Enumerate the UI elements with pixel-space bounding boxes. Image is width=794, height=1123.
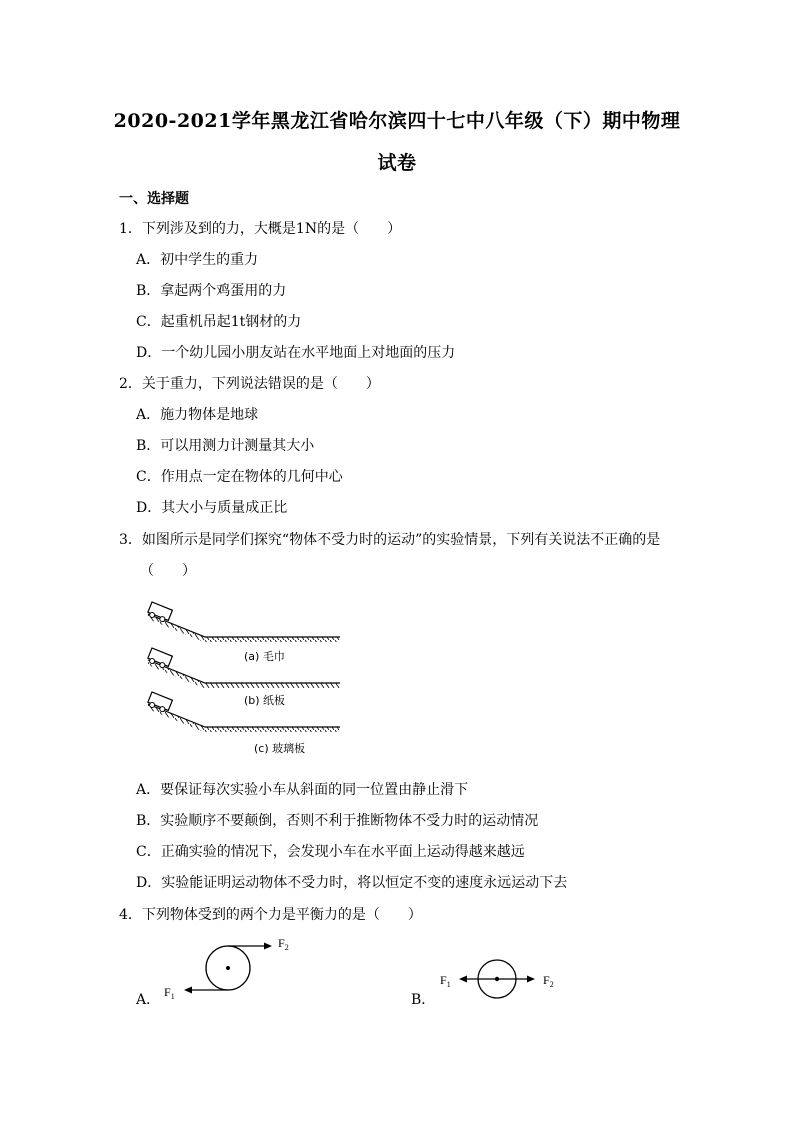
incline-experiment-figure xyxy=(140,592,350,760)
question-1-option-d: D．一个幼儿园小朋友站在水平地面上对地面的压力 xyxy=(136,345,456,361)
question-2-option-d: D．其大小与质量成正比 xyxy=(136,500,288,516)
question-3-option-a: A．要保证每次实验小车从斜面的同一位置由静止滑下 xyxy=(136,782,469,798)
question-3-stem-cont: （ ） xyxy=(140,563,196,579)
question-4-stem: 4．下列物体受到的两个力是平衡力的是（ ） xyxy=(119,907,422,923)
caption-a: (a) 毛巾 xyxy=(244,650,285,663)
section-heading: 一、选择题 xyxy=(119,191,189,207)
svg-text:F2: $F_2$ xyxy=(278,936,289,952)
question-1-option-c: C．起重机吊起1t钢材的力 xyxy=(136,314,302,330)
question-2-option-a: A．施力物体是地球 xyxy=(136,407,259,423)
question-1-option-a: A．初中学生的重力 xyxy=(136,252,259,268)
question-3-option-b: B．实验顺序不要颠倒，否则不利于推断物体不受力时的运动情况 xyxy=(136,813,539,829)
question-1-stem: 1．下列涉及到的力，大概是1N的是（ ） xyxy=(119,221,402,237)
question-2-stem: 2．关于重力，下列说法错误的是（ ） xyxy=(119,376,380,392)
question-2-option-c: C．作用点一定在物体的几何中心 xyxy=(136,469,343,485)
question-4-option-a: A． xyxy=(136,992,161,1008)
force-diagram-a xyxy=(160,930,305,1005)
svg-text:F1: $F_1$ xyxy=(440,973,451,989)
question-3-option-d: D．实验能证明运动物体不受力时，将以恒定不变的速度永远运动下去 xyxy=(136,875,568,891)
svg-text:F1: $F_1$ xyxy=(164,985,175,1001)
title-line-2: 试卷 xyxy=(377,152,417,174)
question-2-option-b: B．可以用测力计测量其大小 xyxy=(136,438,315,454)
question-1-option-b: B．拿起两个鸡蛋用的力 xyxy=(136,283,287,299)
question-3-option-c: C．正确实验的情况下，会发现小车在水平面上运动得越来越远 xyxy=(136,844,525,860)
caption-b: (b) 纸板 xyxy=(244,694,286,707)
question-3-stem: 3．如图所示是同学们探究“物体不受力时的运动”的实验情景，下列有关说法不正确的是 xyxy=(119,532,661,548)
title-line-1: 2020-2021学年黑龙江省哈尔滨四十七中八年级（下）期中物理 xyxy=(113,110,681,132)
svg-text:F2: $F_2$ xyxy=(543,973,554,989)
caption-c: (c) 玻璃板 xyxy=(254,742,306,755)
force-diagram-b xyxy=(435,955,565,1005)
ramp-a xyxy=(147,602,340,642)
question-4-option-b: B． xyxy=(411,992,436,1008)
